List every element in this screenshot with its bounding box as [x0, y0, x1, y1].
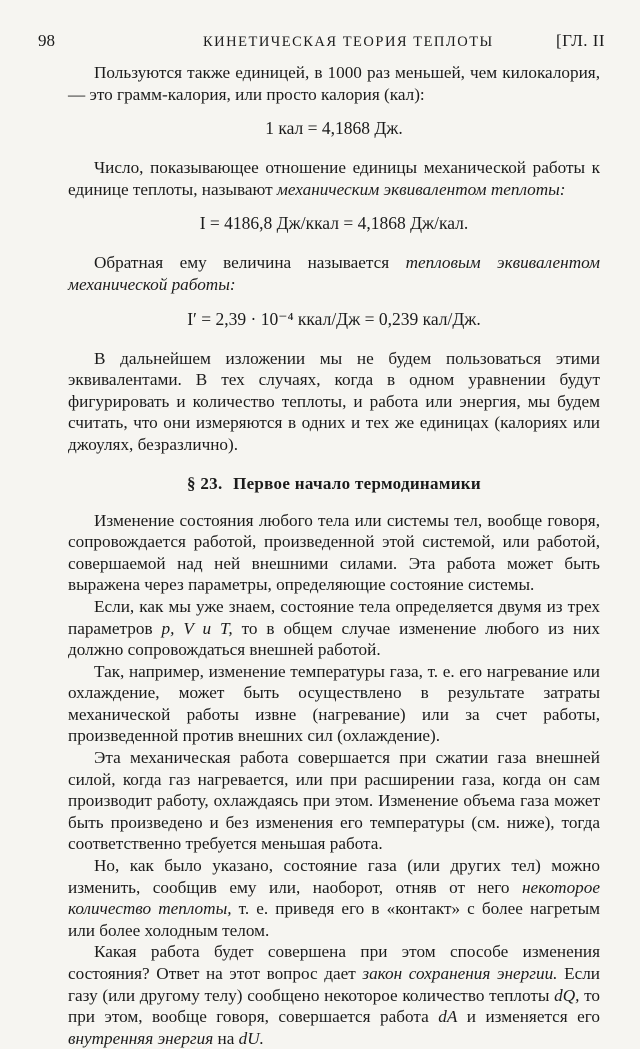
term-energy-conservation: закон сохранения энергии. [362, 964, 558, 983]
paragraph-units-note: В дальнейшем изложении мы не будем пользоваться этими эквивалентами. В тех случаях, когда в одном уравнении будут фигурировать и количество теплоты, и работа или энергия, мы будем считать, что они измеряются в одних и тех же единицах (калориях или джоулях, безразлично). [68, 348, 600, 454]
symbol-dq: dQ, [554, 985, 580, 1005]
page-number: 98 [38, 31, 55, 50]
text-segment: Но, как было указано, состояние газа (или других тел) можно изменить, сообщив ему или, наоборот, отняв от него [68, 856, 600, 897]
formula-mech-equivalent: I = 4186,8 Дж/ккал = 4,1868 Дж/кал. [199, 213, 469, 234]
term-mech-equivalent: механическим эквивалентом теплоты: [276, 179, 566, 199]
term-thermal-equivalent: тепловым эквивалентом механической работы: [68, 253, 601, 294]
paragraph-thermal-equivalent [68, 252, 600, 295]
term-internal-energy: внутренняя энергия [68, 1028, 214, 1048]
paragraph-energy-conservation [68, 941, 600, 1049]
symbol-du: dU. [238, 1028, 264, 1048]
paragraph-temperature-change: Так, например, изменение температуры газа, т. е. его нагревание или охлаждение, может быть осуществлено в результате затраты механической работы извне (нагревание) или за счет работы, произведенной против внешних сил (охлаждение). [68, 661, 600, 746]
term-heat-quantity: некоторое количество теплоты, [68, 877, 600, 919]
text-segment: Число, показывающее отношение единицы механической работы к единице теплоты, называют [68, 158, 600, 199]
formula-calorie: 1 кал = 4,1868 Дж. [265, 118, 403, 139]
text-segment: то при этом, вообще говоря, совершается работа [68, 985, 601, 1027]
text-segment: на [217, 1028, 235, 1048]
text-segment: то в общем случае изменение любого из них должно сопровождаться внешней работой. [68, 618, 601, 660]
section-title: Первое начало термодинамики [233, 473, 481, 493]
running-title: КИНЕТИЧЕСКАЯ ТЕОРИЯ ТЕПЛОТЫ [203, 34, 494, 50]
paragraph-calorie: Пользуются также единицей, в 1000 раз меньшей, чем килокалория, — это грамм-калория, или просто калория (кал): [68, 63, 600, 104]
text-segment: т. е. приведя его в «контакт» с более нагретым или более холодным телом. [68, 899, 600, 940]
section-heading [68, 474, 600, 494]
formula-thermal-equivalent: I′ = 2,39 · 10⁻⁴ ккал/Дж = 0,239 кал/Дж. [187, 308, 481, 329]
text-segment: Обратная ему величина называется [94, 253, 390, 273]
text-segment: и изменяется его [466, 1007, 601, 1027]
paragraph-compression: Эта механическая работа совершается при сжатии газа внешней силой, когда газ нагревается, или при расширении газа, когда он сам производит работу, охлаждаясь при этом. Изменение объема газа может быть произведено и без изменения его температуры (см. ниже), тогда соответственно требуется меньшая работа. [68, 748, 600, 854]
paragraph-heat-contact [68, 855, 600, 941]
paragraph-state-change: Изменение состояния любого тела или системы тел, вообще говоря, сопровождается работой, произведенной этой системой, или работой, совершаемой над ней внешними силами. Эта работа может быть выражена через параметры, определяющие состояние системы. [68, 510, 600, 595]
parameters-pvt: p, V и T, [161, 618, 233, 638]
chapter-label: [ГЛ. II [556, 31, 606, 50]
paragraph-mech-equivalent [68, 157, 600, 200]
text-segment: Если газу (или другому телу) сообщено некоторое количество теплоты [68, 964, 600, 1005]
paragraph-parameters [68, 596, 600, 661]
text-segment: Какая работа будет совершена при этом способе изменения состояния? Ответ на этот вопрос дает [68, 942, 600, 983]
page-body [68, 62, 600, 1049]
text-segment: Если, как мы уже знаем, состояние тела определяется двумя из трех параметров [68, 596, 600, 638]
section-number: § 23. [187, 473, 223, 493]
symbol-da: dA [438, 1007, 458, 1027]
